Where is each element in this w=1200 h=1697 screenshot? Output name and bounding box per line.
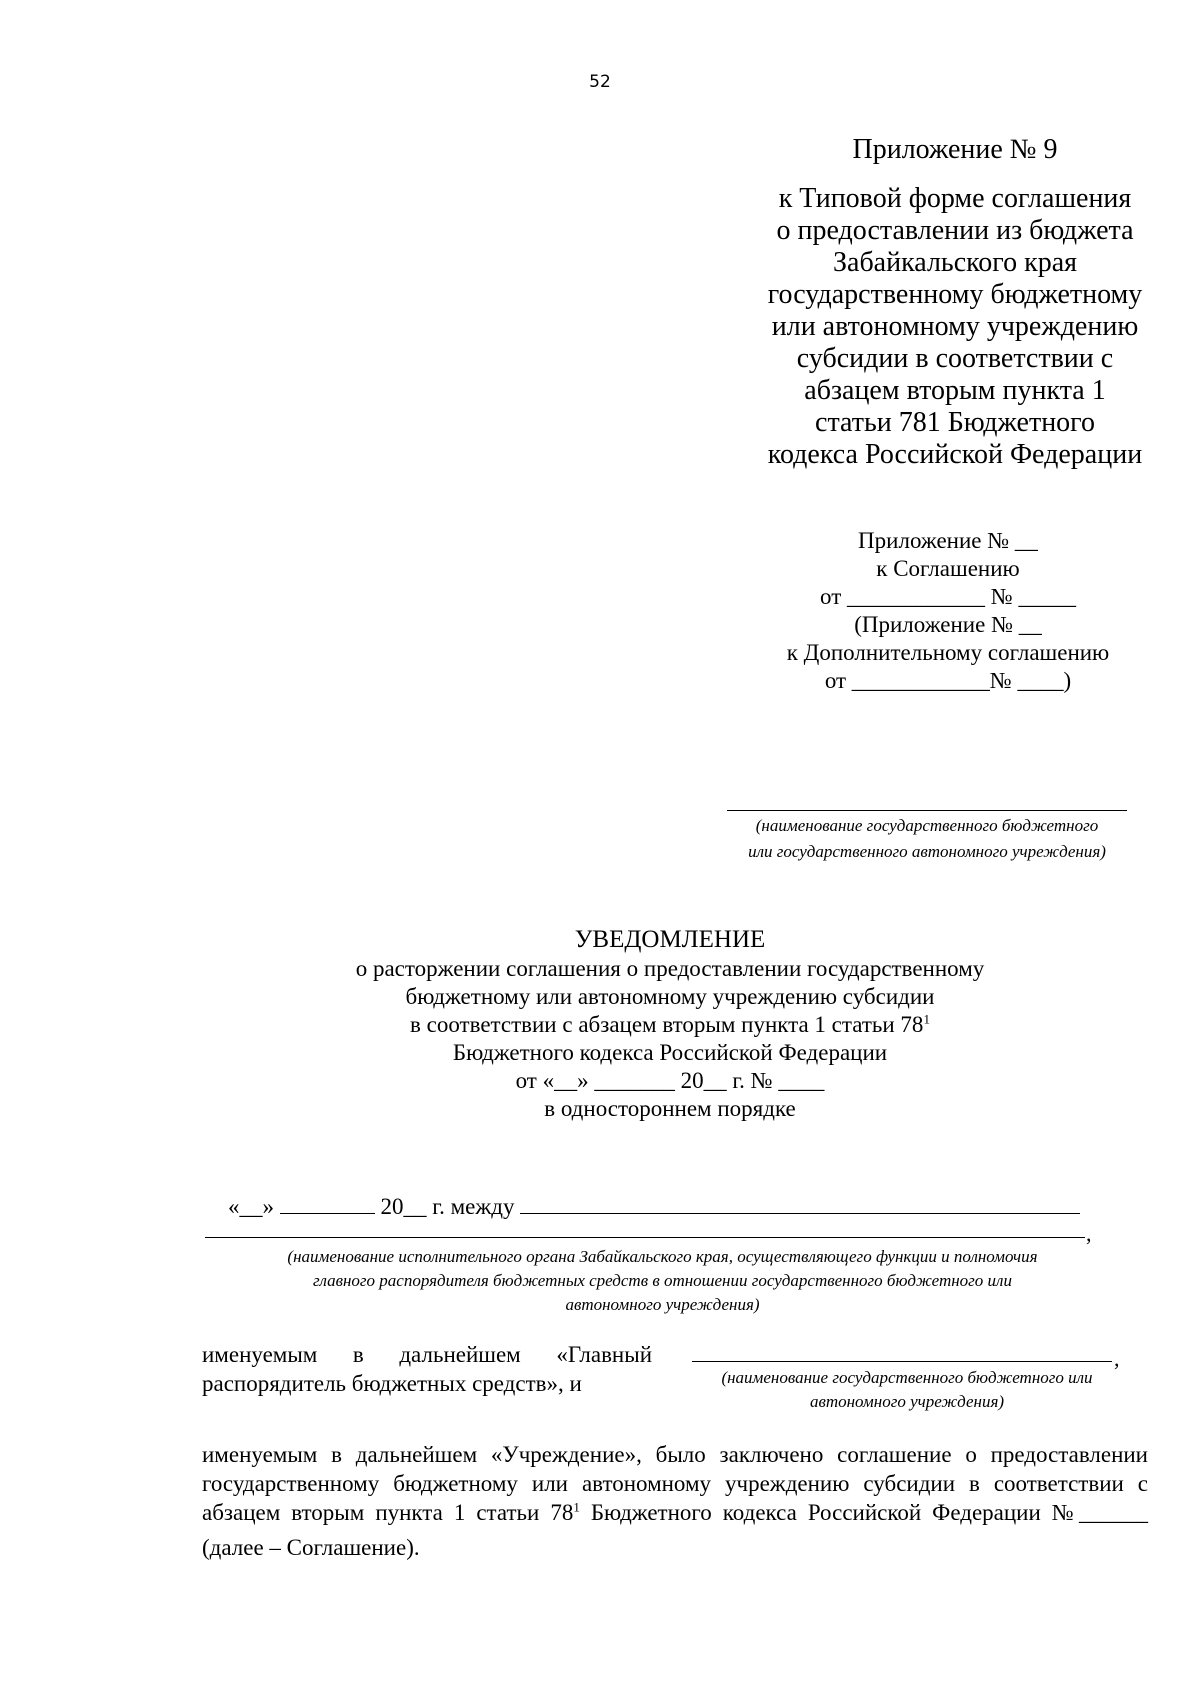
caption-line: автономного учреждения) xyxy=(809,1392,1005,1411)
appendix-line: государственному бюджетному xyxy=(767,279,1143,310)
body-paragraph xyxy=(202,1440,1148,1562)
institution-name-line-2 xyxy=(692,1361,1112,1362)
appendix-line: о предоставлении из бюджета xyxy=(776,215,1134,246)
ref-line: Приложение № __ xyxy=(858,528,1038,553)
between-row xyxy=(228,1193,1080,1221)
appendix-line: статьи 781 Бюджетного xyxy=(815,407,1095,438)
superscript: 1 xyxy=(923,1011,930,1027)
institution-name-line xyxy=(727,810,1127,811)
caption-line: (наименование государственного бюджетного или xyxy=(721,1368,1093,1387)
named-as-line: распорядитель бюджетных средств», и xyxy=(202,1371,582,1396)
comma: , xyxy=(1114,1346,1120,1371)
ref-line: от ____________№ ____) xyxy=(824,668,1072,693)
appendix-line: к Типовой форме соглашения xyxy=(778,183,1132,214)
body-line: государственному бюджетному или автономному учреждению субсидии в соответствии с xyxy=(202,1471,1148,1496)
body-line xyxy=(202,1498,1148,1527)
named-as-block xyxy=(202,1340,652,1398)
notice-line: о расторжении соглашения о предоставлении государственному xyxy=(355,956,985,981)
caption-line: автономного учреждения) xyxy=(565,1295,760,1314)
ref-line: (Приложение № __ xyxy=(854,612,1042,637)
notice-line-text: в соответствии с абзацем вторым пункта 1 статьи 78 xyxy=(410,1012,924,1037)
appendix-title: Приложение № 9 xyxy=(852,134,1058,165)
body-line: именуемым в дальнейшем «Учреждение», было заключено соглашение о предоставлении xyxy=(202,1442,1148,1467)
word: дальнейшем xyxy=(399,1342,521,1367)
day-placeholder: «__» xyxy=(228,1194,274,1219)
ref-line: к Соглашению xyxy=(876,556,1020,581)
caption-line: (наименование исполнительного органа Забайкальского края, осуществляющего функции и полномочия xyxy=(287,1247,1038,1266)
appendix-line: субсидии в соответствии с xyxy=(796,343,1114,374)
year-between-text: 20__ г. между xyxy=(380,1194,515,1219)
agreement-reference xyxy=(748,527,1148,695)
body-line: (далее – Соглашение). xyxy=(202,1535,420,1560)
caption-line: или государственного автономного учреждения) xyxy=(748,842,1106,861)
ref-line: от ____________ № _____ xyxy=(820,584,1076,609)
superscript: 1 xyxy=(573,1499,580,1515)
word: в xyxy=(352,1342,364,1367)
gov-body-blank xyxy=(520,1193,1080,1214)
notice-title-block xyxy=(200,925,1140,1123)
body-text: абзацем вторым пункта 1 статьи 78 xyxy=(202,1500,574,1525)
notice-line xyxy=(200,1011,1140,1039)
appendix-line: или автономному учреждению xyxy=(771,311,1139,342)
ref-line: к Дополнительному соглашению xyxy=(786,640,1110,665)
institution-caption xyxy=(697,813,1157,865)
caption-line: (наименование государственного бюджетного xyxy=(755,816,1099,835)
notice-line: Бюджетного кодекса Российской Федерации xyxy=(452,1040,888,1065)
month-blank xyxy=(280,1193,375,1214)
word: «Главный xyxy=(556,1342,652,1367)
caption-line: главного распорядителя бюджетных средств в отношении государственного бюджетного или xyxy=(313,1271,1012,1290)
gov-body-line xyxy=(205,1237,1085,1238)
notice-line: бюджетному или автономному учреждению субсидии xyxy=(405,984,935,1009)
notice-title: УВЕДОМЛЕНИЕ xyxy=(574,926,766,953)
word: именуемым xyxy=(202,1342,318,1367)
appendix-line: Забайкальского края xyxy=(832,247,1077,278)
institution-caption-2 xyxy=(672,1366,1142,1414)
appendix-description xyxy=(755,183,1155,471)
appendix-line: кодекса Российской Федерации xyxy=(767,439,1143,470)
appendix-line: абзацем вторым пункта 1 xyxy=(804,375,1106,406)
comma: , xyxy=(1086,1221,1092,1246)
body-text: Бюджетного кодекса Российской Федерации №______ xyxy=(579,1500,1148,1525)
notice-line: в одностороннем порядке xyxy=(544,1096,796,1121)
notice-date-line: от «__» _______ 20__ г. № ____ xyxy=(515,1068,825,1093)
gov-body-caption xyxy=(205,1245,1120,1317)
page-number: 52 xyxy=(589,72,611,92)
